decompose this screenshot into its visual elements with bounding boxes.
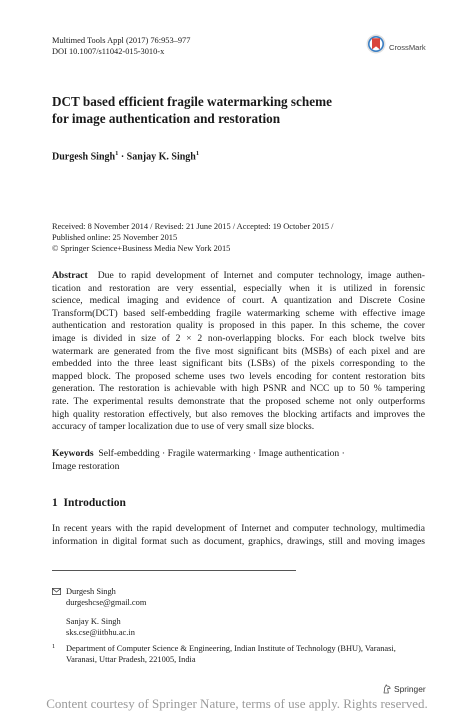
abstract-line: high quality restoration effectively, but also removes the blocking artifacts and improves the <box>52 408 425 420</box>
contact-name: Sanjay K. Singh <box>66 617 121 626</box>
section-title: Introduction <box>63 497 126 509</box>
author-name[interactable]: Sanjay K. Singh <box>126 151 196 163</box>
author-separator: · <box>118 151 127 163</box>
author-name[interactable]: Durgesh Singh <box>52 151 116 163</box>
introduction-text <box>52 523 425 548</box>
abstract-line: generation. The restoration is achievable with high PSNR and NCC up to 50 % tampering <box>52 383 425 395</box>
intro-line: information in digital format such as document, graphics, drawings, still and moving images <box>52 535 425 547</box>
title-line: for image authentication and restoration <box>52 110 281 126</box>
abstract-line: rate. The experimental results demonstrate that the proposed scheme not only outperforms <box>52 395 425 407</box>
crossmark-badge[interactable] <box>366 34 426 54</box>
abstract-line: accuracy of tamper localization due to use of very small size blocks. <box>52 421 315 433</box>
paper-title <box>52 94 432 127</box>
contact-name: Durgesh Singh <box>66 587 116 596</box>
publication-history <box>52 221 432 254</box>
abstract-line: Transform(DCT) based self-embedding fragile watermarking scheme with effective image <box>52 307 425 319</box>
abstract-line: tication and restoration are very essential, especially when it is utilized in forensic <box>52 282 425 294</box>
envelope-icon <box>52 588 61 595</box>
history-dates: Received: 8 November 2014 / Revised: 21 June 2015 / Accepted: 19 October 2015 / <box>52 222 334 231</box>
springer-horse-icon <box>382 684 392 694</box>
contact-author-1 <box>52 586 432 608</box>
affiliation-footnote <box>52 643 432 665</box>
affiliation-line: Department of Computer Science & Engineering, Indian Institute of Technology (BHU), Varanasi, <box>66 644 396 653</box>
publisher-name: Springer <box>394 684 426 694</box>
abstract-label: Abstract <box>52 270 88 281</box>
abstract <box>52 270 425 434</box>
contact-email[interactable]: sks.cse@iitbhu.ac.in <box>66 628 135 637</box>
author-list <box>52 150 199 162</box>
keywords-label: Keywords <box>52 448 94 459</box>
published-online: Published online: 25 November 2015 <box>52 233 178 242</box>
footnote-divider <box>52 570 296 571</box>
springer-logo <box>382 684 426 694</box>
affiliation-line: Varanasi, Uttar Pradesh, 221005, India <box>66 655 196 664</box>
crossmark-label: CrossMark <box>389 42 426 52</box>
affiliation-mark: 1 <box>52 643 56 650</box>
abstract-line: watermark are generated from the five most significant bits (MSBs) of each pixel and are <box>52 345 425 357</box>
keywords-line: Keywords Self-embedding · Fragile watermarking · Image authentication · <box>52 448 345 459</box>
journal-citation: Multimed Tools Appl (2017) 76:953–977 <box>52 36 191 45</box>
crossmark-icon <box>366 34 386 54</box>
section-number: 1 <box>52 497 58 509</box>
intro-line: In recent years with the rapid development of Internet and computer technology, multimedia <box>52 523 425 534</box>
abstract-line: Abstract Due to rapid development of Internet and computer technology, image authen- <box>52 270 425 281</box>
abstract-line: science, medical imaging and evidence of court. A quantization and Discrete Cosine <box>52 295 425 307</box>
affiliation-ref: 1 <box>195 150 200 157</box>
copyright: © Springer Science+Business Media New York 2015 <box>52 244 231 253</box>
courtesy-watermark: Content courtesy of Springer Nature, terms of use apply. Rights reserved. <box>46 696 428 711</box>
contact-email[interactable]: durgeshcse@gmail.com <box>66 598 147 607</box>
corresponding-contacts <box>52 586 432 638</box>
keywords <box>52 448 425 473</box>
contact-author-2 <box>52 616 432 638</box>
title-line: DCT based efficient fragile watermarking scheme <box>52 94 332 109</box>
abstract-line: mapped block. The proposed scheme uses two levels encoding for content restoration bits <box>52 370 425 382</box>
abstract-line: embedded into the three least significant bits (LSBs) of the pixels corresponding to the <box>52 358 425 370</box>
abstract-line: authentication and restoration quality is proposed in this paper. In this scheme, the cover <box>52 320 425 332</box>
abstract-line: image is divided in size of 2 × 2 non-overlapping blocks. For each block twelve bits <box>52 332 425 344</box>
keywords-line: Image restoration <box>52 460 120 472</box>
doi[interactable]: DOI 10.1007/s11042-015-3010-x <box>52 47 165 56</box>
section-heading <box>52 497 126 509</box>
affiliation-ref: 1 <box>115 150 119 157</box>
